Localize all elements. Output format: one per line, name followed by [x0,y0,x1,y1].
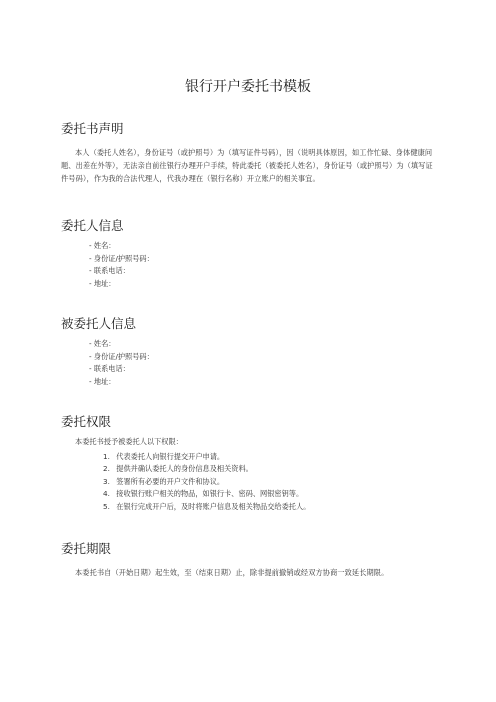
period-paragraph: 本委托书自（开始日期）起生效，至（结束日期）止，除非提前撤销或经双方协商一致延长期限。 [75,568,389,577]
authority-item-text: 签署所有必要的开户文件和协议。 [116,476,225,486]
statement-paragraph: 本人（委托人姓名），身份证号（或护照号）为（填写证件号码），因（说明具体原因，如工作忙碌、身体健康问题、出差在外等），无法亲自前往银行办理开户手续，特此委托（被委托人姓名），身份证号（或护照号）为（填写证件号码），作为我的合法代理人，代我办理在（银行名称）开立账户的相关事宜。 [61,148,433,183]
authority-item-text: 在银行完成开户后，及时将账户信息及相关物品交给委托人。 [116,501,311,511]
principal-field-phone: - 联系电话： [89,266,130,275]
authority-item-text: 接收银行账户相关的物品，如银行卡、密码、网银密钥等。 [116,489,304,498]
section-principal-info [61,218,436,290]
authority-item [103,451,436,464]
authority-item-text: 代表委托人向银行提交开户申请。 [116,451,225,461]
principal-field-list [89,240,436,290]
authority-item-number: 1. [103,451,110,461]
section-authority [61,414,436,513]
authority-item [103,501,436,514]
authority-item-text: 提供并确认委托人的身份信息及相关资料。 [116,464,253,473]
agent-field-name: - 姓名： [89,339,116,348]
section-period [61,541,436,580]
authority-intro: 本委托书授予被委托人以下权限： [75,437,183,446]
authority-item-number: 5. [103,501,110,511]
authority-item [103,476,436,489]
principal-field-address: - 地址： [89,278,116,288]
page-title: 银行开户委托书模板 [185,79,311,95]
section-statement [61,121,436,185]
section-heading-statement: 委托书声明 [61,121,124,136]
section-heading-agent: 被委托人信息 [61,316,137,331]
principal-field-id: - 身份证/护照号码： [89,253,154,263]
section-agent-info [61,316,436,388]
agent-field-list [89,338,436,388]
authority-item-number: 4. [103,489,110,498]
authority-item-list [103,451,436,514]
agent-field-phone: - 联系电话： [89,364,130,373]
agent-field-id: - 身份证/护照号码： [89,351,154,361]
section-heading-period: 委托期限 [61,541,112,556]
authority-item [103,488,436,501]
authority-item [103,463,436,476]
section-heading-authority: 委托权限 [61,414,112,429]
agent-field-address: - 地址： [89,376,116,386]
principal-field-name: - 姓名： [89,241,116,250]
authority-item-number: 2. [103,464,110,473]
authority-item-number: 3. [103,476,110,486]
section-heading-principal: 委托人信息 [61,218,124,233]
